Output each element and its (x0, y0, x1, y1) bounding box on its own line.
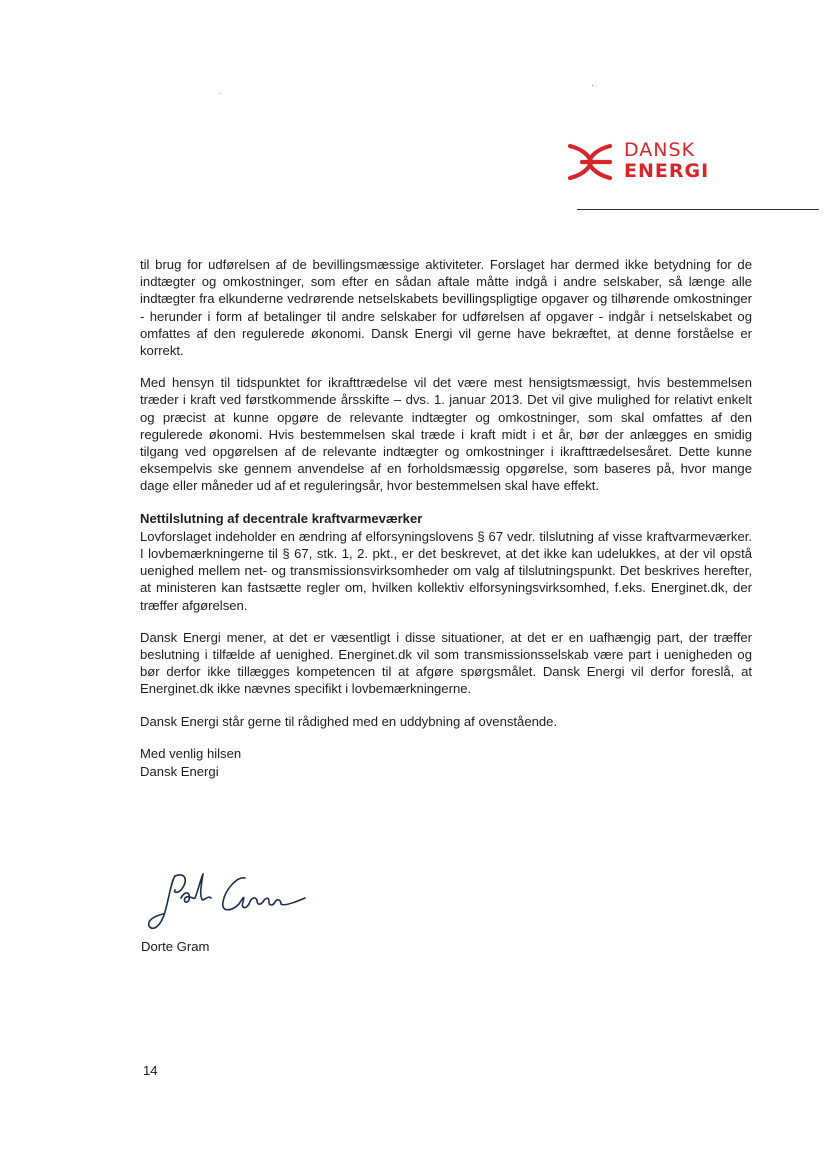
closing-salutation: Med venlig hilsen (140, 745, 242, 761)
scan-speck (219, 93, 220, 94)
letter-body (140, 256, 752, 781)
body-paragraph: Dansk Energi står gerne til rådighed med en uddybning af ovenstående. (140, 713, 558, 729)
logo-line-2: ENERGI (624, 160, 710, 182)
page-number: 14 (143, 1063, 158, 1078)
dansk-energi-logo-mark-icon (566, 138, 614, 186)
scan-speck (592, 85, 593, 86)
signer-name: Dorte Gram (141, 939, 210, 954)
logo-line-1: DANSK (624, 139, 696, 161)
header-divider (577, 209, 819, 210)
section-heading: Nettilslutning af decentrale kraftvarmeværker (140, 510, 423, 526)
handwritten-signature (145, 868, 315, 938)
closing-block (140, 745, 752, 781)
body-paragraph: Lovforslaget indeholder en ændring af elforsyningslovens § 67 vedr. tilslutning af visse kraftvarmeværker. I lovbemærkningerne til § 67, stk. 1, 2. pkt., er det beskrevet, at det ikke kan udelukkes, at der vil opstå uenighed mellem net- og transmissionsvirksomheder om valg af tilslutningspunkt. Det beskrives herefter, at ministeren kan fastsætte regler om, hvilken kollektiv elforsyningsvirksomhed, f.eks. Energinet.dk, der træffer afgørelsen. (140, 528, 752, 613)
logo-wordmark (624, 140, 709, 182)
closing-organization: Dansk Energi (140, 763, 219, 779)
body-paragraph: til brug for udførelsen af de bevillingsmæssige aktiviteter. Forslaget har dermed ikke betydning for de indtægter og omkostninger, som efter en sådan aftale måtte indgå i andre selskaber, så længe alle indtægter fra elkunderne vedrørende netselskabets bevillingspligtige opgaver og tilhørende omkostninger - herunder i form af betalinger til andre selskaber for udførelsen af opgaver - indgår i netselskabet og omfattes af den regulerede økonomi. Dansk Energi vil gerne have bekræftet, at denne forståelse er korrekt. (140, 257, 752, 359)
body-paragraph: Dansk Energi mener, at det er væsentligt i disse situationer, at det er en uafhængig part, der træffer beslutning i tilfælde af uenighed. Energinet.dk vil som transmissionsselskab være part i uenigheden og bør derfor ikke tillægges kompetencen til at afgøre spørgsmålet. Dansk Energi vil derfor foreslå, at Energinet.dk ikke nævnes specifikt i lovbemærkningerne. (140, 629, 752, 697)
body-paragraph: Med hensyn til tidspunktet for ikrafttrædelse vil det være mest hensigtsmæssigt, hvis bestemmelsen træder i kraft ved førstkommende årsskifte – dvs. 1. januar 2013. Det vil give mulighed for relativt enkelt og præcist at kunne opgøre de relevante indtægter og omkostninger, som skal omfattes af den regulerede økonomi. Hvis bestemmelsen skal træde i kraft midt i et år, bør der anlægges en smidig tilgang ved opgørelsen af de relevante indtægter og omkostninger i ikrafttrædelsesåret. Dette kunne eksempelvis ske gennem anvendelse af en forholdsmæssig opgørelse, som baseres på, hvor mange dage eller måneder ud af et reguleringsår, hvor bestemmelsen skal have effekt. (140, 375, 752, 494)
